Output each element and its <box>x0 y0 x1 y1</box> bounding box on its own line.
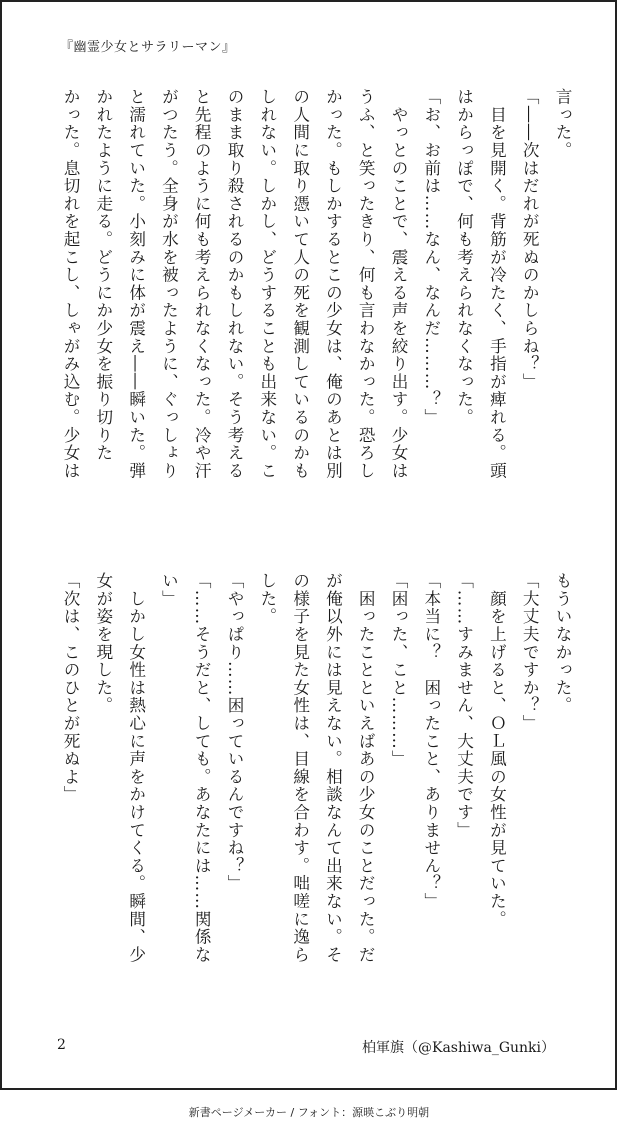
text-line: 「本当に？ 困ったこと、ありません？」 <box>421 572 441 911</box>
text-line: 「お、お前は……なん、なんだ………？」 <box>421 88 441 427</box>
text-line: の様子を見た女性は、目線を合わす。咄嗟に逸ら <box>290 572 310 964</box>
text-line: 言った。 <box>553 88 572 160</box>
text-line: かれたように走る。どうにか少女を振り切りた <box>93 88 113 462</box>
text-line: しれない。しかし、どうすることも出来ない。こ <box>257 88 277 480</box>
text-line: 顔を上げると、ＯＬ風の女性が見ていた。 <box>487 572 507 928</box>
text-block-upper <box>54 88 578 528</box>
book-title: 『幽霊少女とサラリーマン』 <box>60 40 236 55</box>
page-number: 2 <box>57 1037 66 1053</box>
text-line: うふ、と笑ったきり、何も言わなかった。恐ろし <box>356 88 376 480</box>
text-line: の人間に取り憑いて人の死を観測しているのかも <box>290 88 310 480</box>
text-line: 「……そうだと、しても。あなたには……関係な <box>192 572 212 964</box>
text-line: やっとのことで、震える声を絞り出す。少女は <box>389 88 409 480</box>
text-line: した。 <box>257 572 277 626</box>
text-line: 女が姿を現した。 <box>93 572 113 715</box>
generator-credits: 新書ページメーカー / フォント：源暎こぶり明朝 <box>188 1106 430 1119</box>
text-line: と先程のように何も考えられなくなった。冷や汗 <box>192 88 212 480</box>
text-line: もういなかった。 <box>553 572 572 715</box>
author-credit: 柏軍旗（@Kashiwa_Gunki） <box>362 1040 555 1056</box>
text-line: 困ったことといえばあの少女のことだった。だ <box>356 572 376 964</box>
text-line: 目を見開く。背筋が冷たく、手指が痺れる。頭 <box>487 88 507 480</box>
text-line: 「やっぱり……困っているんですね？」 <box>225 572 245 893</box>
text-line: が俺以外には見えない。相談なんて出来ない。そ <box>323 572 343 964</box>
text-line: のまま取り殺されるのかもしれない。そう考える <box>225 88 245 480</box>
text-line: がつたう。全身が水を被ったように、ぐっしょり <box>159 88 179 480</box>
text-line: と濡れていた。小刻みに体が震え――瞬いた。弾 <box>126 88 146 480</box>
text-line: い」 <box>159 572 179 608</box>
text-line: かった。もしかするとこの少女は、俺のあとは別 <box>323 88 343 480</box>
text-line: 「……すみません、大丈夫です」 <box>454 572 474 839</box>
text-line: しかし女性は熱心に声をかけてくる。瞬間、少 <box>126 572 146 964</box>
text-line: 「次は、このひとが死ぬよ」 <box>61 572 81 804</box>
text-line: 「大丈夫ですか？」 <box>520 572 540 733</box>
text-line: かった。息切れを起こし、しゃがみ込む。少女は <box>61 88 81 480</box>
text-line: 「困った、こと………」 <box>389 572 409 768</box>
text-line: はからっぽで、何も考えられなくなった。 <box>454 88 474 427</box>
text-line: 「――次はだれが死ぬのかしらね？」 <box>520 88 540 391</box>
text-block-lower <box>54 572 578 1012</box>
